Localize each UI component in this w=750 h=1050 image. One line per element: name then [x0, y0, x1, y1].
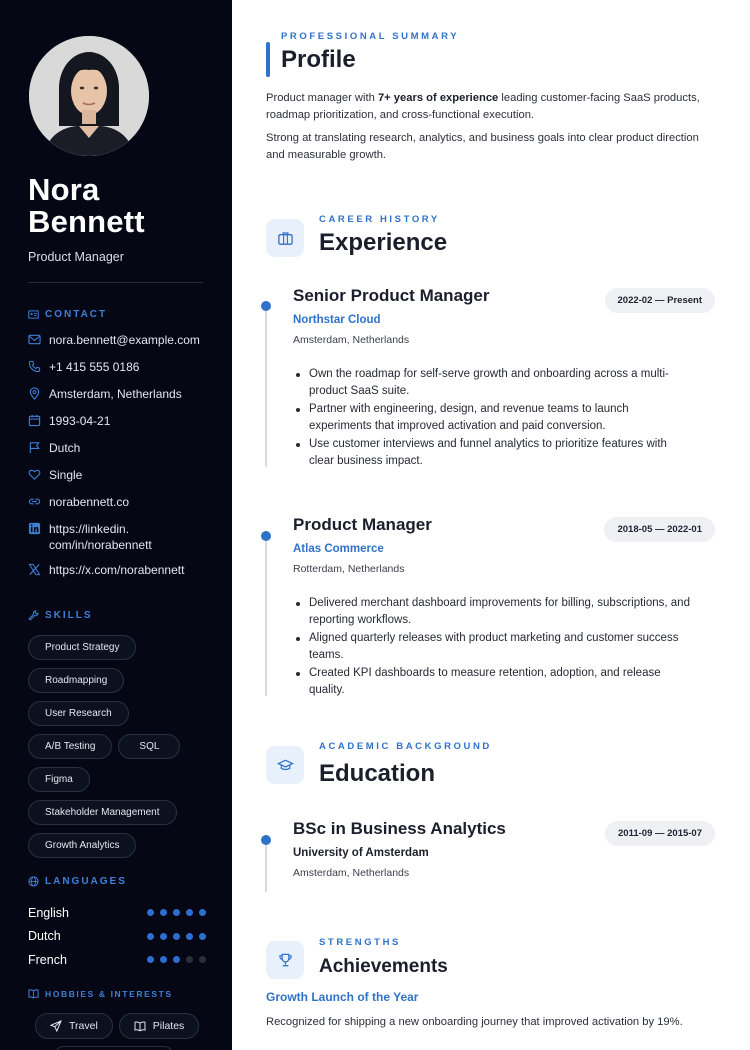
hobbies-heading-label: HOBBIES & INTERESTS — [45, 988, 173, 999]
achievement-text: Recognized for shipping a new onboarding journey that improved activation by 19%. — [266, 1016, 683, 1028]
job-bullet: Use customer interviews and funnel analytics to prioritize features with clear business impact. — [293, 436, 693, 469]
hobby-label: Travel — [69, 1020, 98, 1032]
contact-list — [28, 332, 218, 589]
skill-chip: Product Strategy — [28, 635, 136, 660]
job-bullet: Created KPI dashboards to measure retention, adoption, and release quality. — [293, 665, 693, 698]
skill-chip: Roadmapping — [28, 668, 124, 693]
language-name: Dutch — [28, 929, 61, 944]
school-location: Amsterdam, Netherlands — [293, 867, 410, 879]
job-bullets — [293, 595, 693, 700]
timeline-line — [265, 532, 267, 696]
languages-heading-label: LANGUAGES — [45, 876, 127, 887]
link-icon — [28, 495, 41, 508]
job-location: Rotterdam, Netherlands — [293, 563, 405, 575]
achievement-title: Growth Launch of the Year — [266, 990, 419, 1004]
wrench-icon — [28, 610, 39, 621]
job-bullet: Own the roadmap for self-serve growth and onboarding across a multi-product SaaS suite. — [293, 366, 693, 399]
level-dot-filled — [186, 909, 193, 916]
contact-linkedin-line2: com/in/norabennett — [49, 538, 152, 552]
job-dates: 2022-02 — Present — [605, 288, 716, 313]
language-level-dots — [147, 933, 206, 940]
profile-p1-end: leading customer-facing SaaS products, roadmap prioritization, and cross-functional execution. — [266, 92, 700, 121]
portrait-image — [29, 36, 149, 156]
person-last-name: Bennett — [28, 204, 145, 239]
person-title: Product Manager — [28, 250, 124, 264]
job-company: Northstar Cloud — [293, 314, 381, 326]
contact-heading — [28, 309, 107, 320]
job-dates: 2018-05 — 2022-01 — [604, 517, 715, 542]
hobbies-heading — [28, 988, 173, 999]
contact-website[interactable] — [28, 494, 218, 510]
contact-heading-label: CONTACT — [45, 309, 108, 320]
globe-icon — [28, 876, 39, 887]
timeline-dot — [261, 301, 271, 311]
job-bullets — [293, 366, 693, 471]
timeline-dot — [261, 531, 271, 541]
language-level-dots — [147, 909, 206, 916]
briefcase-icon — [277, 230, 294, 247]
person-name — [28, 174, 145, 238]
job-company: Atlas Commerce — [293, 543, 384, 555]
education-title: Education — [319, 760, 436, 787]
profile-paragraph-1 — [266, 90, 716, 123]
job-title: Product Manager — [293, 515, 432, 534]
job-bullet: Aligned quarterly releases with product marketing and customer success teams. — [293, 630, 693, 663]
profile-p1-start: Product manager with — [266, 92, 378, 104]
skills-heading — [28, 610, 93, 621]
contact-birthdate — [28, 413, 218, 429]
contact-phone[interactable] — [28, 359, 218, 375]
level-dot-filled — [199, 909, 206, 916]
level-dot-filled — [147, 933, 154, 940]
map-pin-icon — [28, 387, 41, 400]
contact-location-text: Amsterdam, Netherlands — [49, 387, 182, 401]
achievements-icon-box — [266, 941, 304, 979]
degree-title: BSc in Business Analytics — [293, 819, 506, 838]
language-list — [28, 901, 206, 972]
level-dot-empty — [186, 956, 193, 963]
book-open-icon — [28, 988, 39, 999]
hobby-chip-overflow — [54, 1046, 174, 1050]
achievements-title: Achievements — [319, 956, 448, 977]
achievements-eyebrow: STRENGTHS — [319, 937, 401, 948]
language-row — [28, 948, 206, 972]
graduation-cap-icon — [277, 757, 294, 774]
level-dot-filled — [160, 933, 167, 940]
linkedin-icon — [28, 522, 41, 535]
hobby-chip — [119, 1013, 200, 1039]
hobbies-list — [35, 1013, 199, 1039]
contact-birthdate-text: 1993-04-21 — [49, 414, 111, 428]
language-name: English — [28, 905, 69, 920]
contact-marital-text: Single — [49, 468, 83, 482]
main-content — [232, 0, 750, 1050]
job-bullet: Partner with engineering, design, and revenue teams to launch experiments that improved activation and paid conversion. — [293, 401, 693, 434]
profile-paragraph-2: Strong at translating research, analytics, and business goals into clear product direction and measurable growth. — [266, 132, 699, 161]
sidebar-divider — [28, 282, 203, 283]
level-dot-filled — [173, 956, 180, 963]
language-row — [28, 925, 206, 949]
skill-chip: SQL — [118, 734, 180, 759]
languages-heading — [28, 876, 127, 887]
education-dates: 2011-09 — 2015-07 — [605, 821, 715, 846]
experience-title: Experience — [319, 229, 448, 256]
experience-icon-box — [266, 219, 304, 257]
profile-title: Profile — [281, 46, 356, 73]
level-dot-filled — [173, 909, 180, 916]
contact-linkedin-line1: https://linkedin. — [49, 522, 130, 536]
book-icon — [134, 1020, 146, 1032]
level-dot-filled — [147, 956, 154, 963]
level-dot-empty — [199, 956, 206, 963]
timeline-line — [265, 302, 267, 467]
profile-eyebrow: PROFESSIONAL SUMMARY — [281, 31, 460, 42]
job-bullet: Delivered merchant dashboard improvements for billing, subscriptions, and reporting workflows. — [293, 595, 693, 628]
person-first-name: Nora — [28, 172, 100, 207]
x-logo-icon — [28, 563, 41, 576]
contact-location — [28, 386, 218, 402]
contact-marital-status — [28, 467, 218, 483]
experience-eyebrow: CAREER HISTORY — [319, 214, 440, 225]
education-eyebrow: ACADEMIC BACKGROUND — [319, 741, 492, 752]
flag-icon — [28, 441, 41, 454]
job-title: Senior Product Manager — [293, 286, 490, 305]
skills-heading-label: SKILLS — [45, 610, 93, 621]
phone-icon — [28, 360, 41, 373]
skills-list — [28, 635, 218, 858]
skill-chip: User Research — [28, 701, 129, 726]
profile-accent-bar — [266, 42, 270, 77]
sidebar — [0, 0, 232, 1050]
trophy-icon — [277, 952, 294, 969]
contact-email[interactable] — [28, 332, 218, 348]
language-level-dots — [147, 956, 206, 963]
contact-nationality-text: Dutch — [49, 441, 81, 455]
contact-linkedin[interactable] — [28, 521, 218, 553]
calendar-icon — [28, 414, 41, 427]
skill-chip: Growth Analytics — [28, 833, 136, 858]
skill-chip: A/B Testing — [28, 734, 112, 759]
contact-phone-text: +1 415 555 0186 — [49, 360, 140, 374]
timeline-dot — [261, 835, 271, 845]
level-dot-filled — [173, 933, 180, 940]
contact-nationality — [28, 440, 218, 456]
profile-p1-highlight: 7+ years of experience — [377, 92, 499, 104]
contact-linkedin-text — [49, 521, 152, 553]
mail-icon — [28, 333, 41, 346]
contact-email-text: nora.bennett@example.com — [49, 333, 200, 347]
avatar — [29, 36, 149, 156]
plane-icon — [50, 1020, 62, 1032]
skill-chip: Stakeholder Management — [28, 800, 177, 825]
level-dot-filled — [160, 909, 167, 916]
hobby-label: Pilates — [152, 1020, 185, 1032]
level-dot-filled — [160, 956, 167, 963]
hobby-chip — [35, 1013, 113, 1039]
skill-chip: Figma — [28, 767, 90, 792]
language-name: French — [28, 952, 67, 967]
level-dot-filled — [199, 933, 206, 940]
school-name: University of Amsterdam — [293, 847, 429, 859]
level-dot-filled — [147, 909, 154, 916]
level-dot-filled — [186, 933, 193, 940]
id-card-icon — [28, 309, 39, 320]
contact-x[interactable] — [28, 562, 218, 578]
heart-icon — [28, 468, 41, 481]
job-location: Amsterdam, Netherlands — [293, 334, 410, 346]
education-icon-box — [266, 746, 304, 784]
contact-x-text: https://x.com/norabennett — [49, 563, 185, 577]
contact-website-text: norabennett.co — [49, 495, 130, 509]
language-row — [28, 901, 206, 925]
